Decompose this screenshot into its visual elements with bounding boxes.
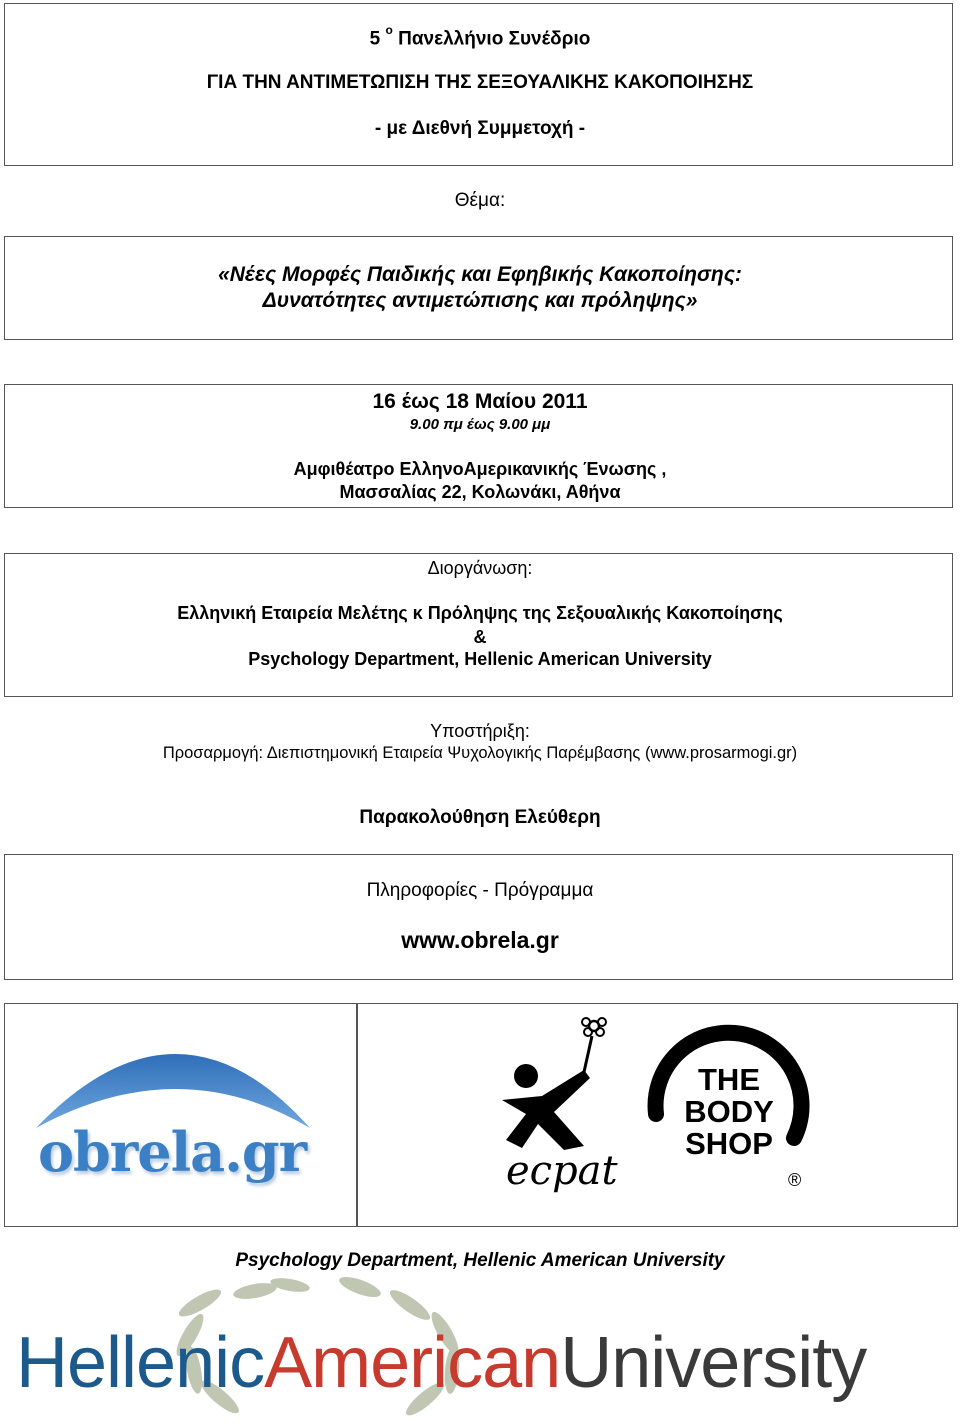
hau-wordmark-american: American [264,1323,561,1403]
theme-box [4,236,953,340]
body-shop-line-2: BODY [684,1094,774,1129]
info-label: Πληροφορίες - Πρόγραμμα [366,880,594,901]
event-venue: Αμφιθέατρο ΕλληνοΑμερικανικής Ένωσης , [293,459,667,479]
attendance-free: Παρακολούθηση Ελεύθερη [359,807,601,828]
ecpat-logo [492,1012,622,1192]
hau-wordmark-hellenic: Hellenic [16,1323,265,1403]
event-address: Μασσαλίας 22, Κολωνάκι, Αθήνα [339,482,621,502]
theme-label: Θέμα: [454,190,506,211]
info-box [4,854,953,980]
body-shop-line-1: THE [698,1062,760,1097]
info-website-link[interactable]: www.obrela.gr [401,927,559,953]
event-dates: 16 έως 18 Μαίου 2011 [372,390,588,413]
ecpat-figure-icon [492,1012,622,1152]
conference-title [0,23,960,50]
obrela-logo [18,1010,338,1210]
organizer-ampersand: & [473,627,487,647]
support-text: Προσαρμογή: Διεπιστημονική Εταιρεία Ψυχολογικής Παρέμβασης (www.prosarmogi.gr) [162,744,798,762]
ecpat-wordmark: ecpat [506,1148,618,1194]
body-shop-registered-icon: ® [788,1170,802,1190]
theme-line-1: «Νέες Μορφές Παιδικής και Εφηβικής Κακοποίησης: [218,263,742,286]
organizer-1: Ελληνική Εταιρεία Μελέτης κ Πρόληψης της Σεξουαλικής Κακοποίησης [177,603,783,623]
conference-subject: ΓΙΑ ΤΗΝ ΑΝΤΙΜΕΤΩΠΙΣΗ ΤΗΣ ΣΕΞΟΥΑΛΙΚΗΣ ΚΑΚΟΠΟΙΗΣΗΣ [206,72,754,93]
support-label: Υποστήριξη: [430,721,530,741]
hau-wordmark-university: University [560,1323,867,1403]
conference-participation: - με Διεθνή Συμμετοχή - [374,118,586,139]
conference-number: 5 [369,28,381,50]
organization-label: Διοργάνωση: [427,558,533,578]
logo-divider [356,1003,358,1227]
event-hours: 9.00 πμ έως 9.00 μμ [409,416,551,433]
theme-line-2: Δυνατότητες αντιμετώπισης και πρόληψης» [262,289,698,312]
hau-wordmark [16,1323,946,1403]
obrela-wordmark: obrela.gr [38,1120,307,1184]
organizer-2: Psychology Department, Hellenic American University [248,649,712,669]
conference-title-text: Πανελλήνιο Συνέδριο [398,28,591,50]
hau-logo [0,1275,960,1425]
body-shop-logo [644,1018,814,1188]
hau-caption: Psychology Department, Hellenic American University [235,1250,725,1271]
body-shop-line-3: SHOP [685,1126,773,1161]
conference-ordinal: ο [385,23,393,37]
